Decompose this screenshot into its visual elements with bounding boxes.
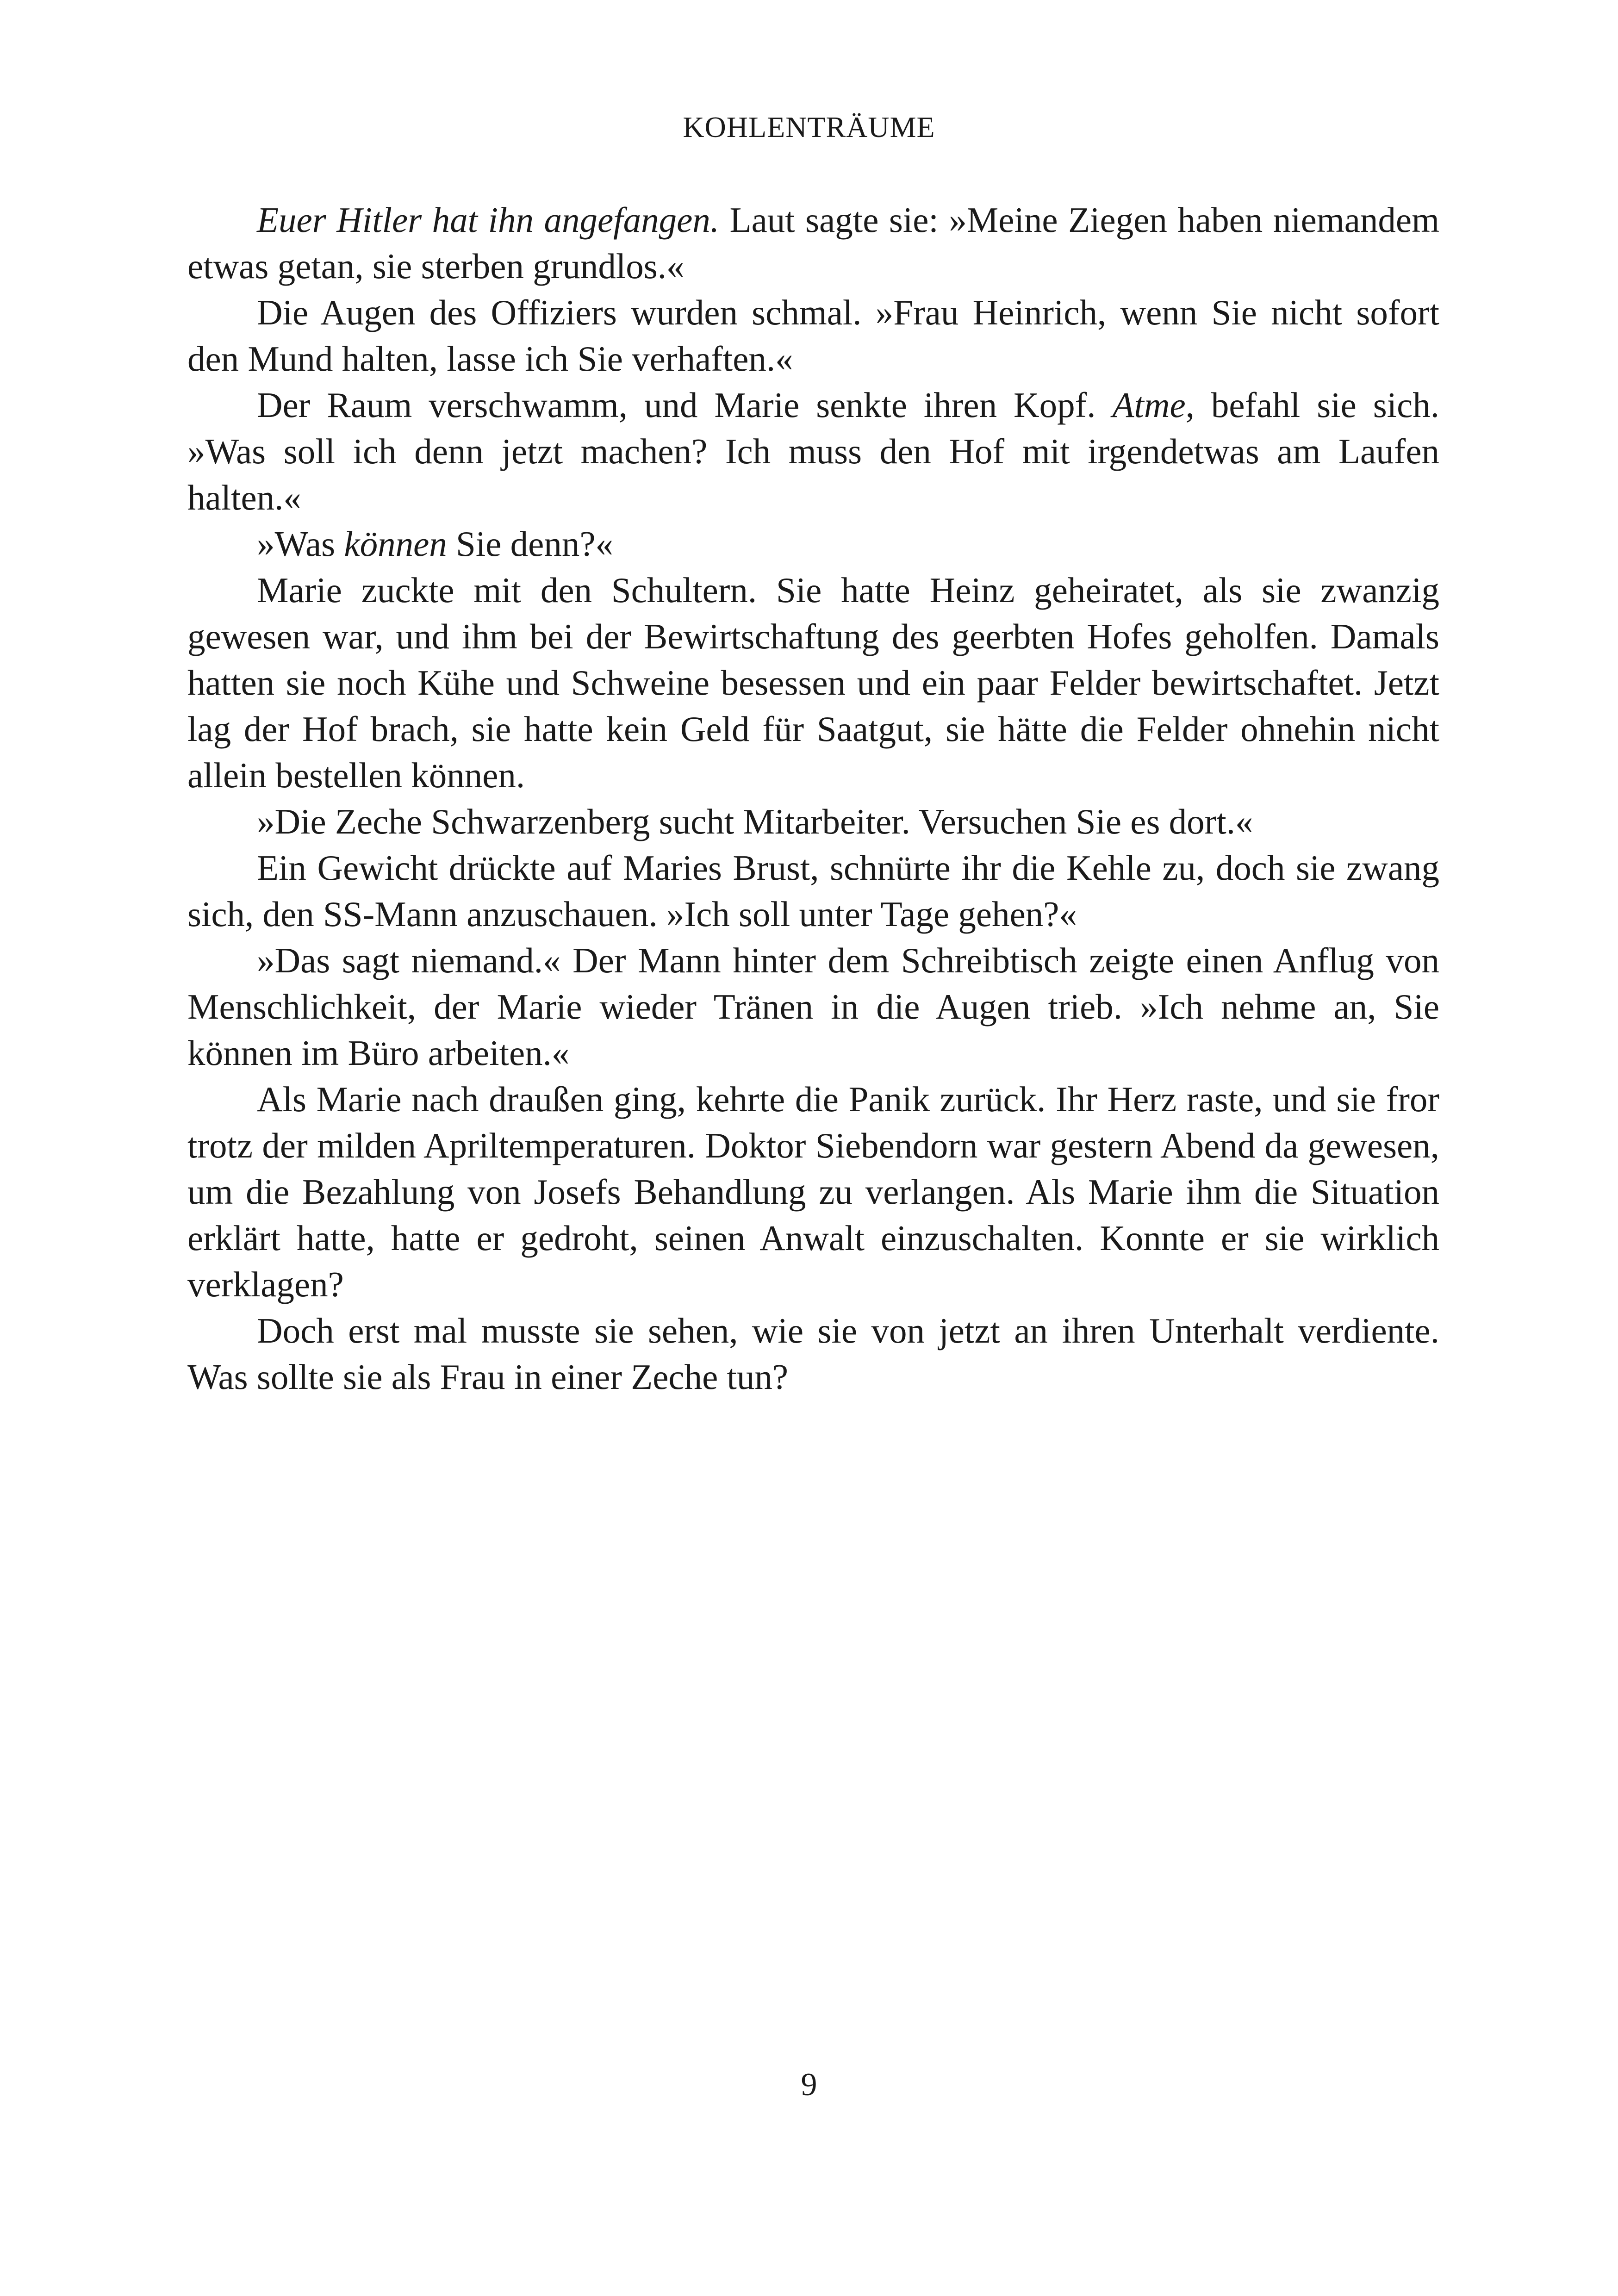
text-segment: Als Marie nach draußen ging, kehrte die Panik zurück. Ihr Herz raste, und sie fror trotz der milden Apriltemperaturen. Doktor Siebendorn war gestern Abend da gewesen, um die Bezahlung von Josefs Behandlung zu verlangen. Als Marie ihm die Situation erklärt hatte, hatte er gedroht, seinen Anwalt einzuschalten. Konnte er sie wirklich verklagen? [187,1079,1439,1304]
page-number: 9 [801,2067,817,2103]
running-title: KOHLENTRÄUME [683,111,935,143]
paragraph [187,197,1439,289]
paragraph [187,289,1439,382]
paragraph [187,798,1439,845]
text-segment: »Was [257,524,344,564]
paragraph [187,567,1439,798]
text-segment: Die Augen des Offiziers wurden schmal. »Frau Heinrich, wenn Sie nicht sofort den Mund halten, lasse ich Sie verhaften.« [187,292,1439,379]
paragraph [187,382,1439,521]
text-segment: Ein Gewicht drückte auf Maries Brust, schnürte ihr die Kehle zu, doch sie zwang sich, den SS-Mann anzuschauen. »Ich soll unter Tage gehen?« [187,848,1439,934]
paragraph [187,845,1439,937]
text-segment: Der Raum verschwamm, und Marie senkte ihren Kopf. [257,385,1113,425]
text-segment: Sie denn?« [447,524,614,564]
text-segment: »Das sagt niemand.« Der Mann hinter dem Schreibtisch zeigte einen Anflug von Menschlichkeit, der Marie wieder Tränen in die Augen trieb. »Ich nehme an, Sie können im Büro arbeiten.« [187,940,1439,1073]
text-segment: Laut sagte sie: »Meine Ziegen haben niemandem etwas getan, sie sterben grundlos.« [187,200,1439,286]
paragraph [187,937,1439,1076]
paragraph [187,1307,1439,1400]
text-segment-italic: können [344,524,447,564]
text-segment: , befahl sie sich. »Was soll ich denn jetzt machen? Ich muss den Hof mit irgendetwas am Laufen halten.« [187,385,1439,517]
paragraph [187,521,1439,567]
text-segment: Doch erst mal musste sie sehen, wie sie von jetzt an ihren Unterhalt verdiente. Was sollte sie als Frau in einer Zeche tun? [187,1311,1439,1397]
paragraph [187,1076,1439,1307]
body-text [187,197,1439,1400]
text-segment: Marie zuckte mit den Schultern. Sie hatte Heinz geheiratet, als sie zwanzig gewesen war, und ihm bei der Bewirtschaftung des geerbten Hofes geholfen. Damals hatten sie noch Kühe und Schweine besessen und ein paar Felder bewirtschaftet. Jetzt lag der Hof brach, sie hatte kein Geld für Saatgut, sie hätte die Felder ohnehin nicht allein bestellen können. [187,570,1439,795]
text-segment-italic: Euer Hitler hat ihn angefangen. [257,200,719,240]
text-segment-italic: Atme [1112,385,1186,425]
text-segment: »Die Zeche Schwarzenberg sucht Mitarbeiter. Versuchen Sie es dort.« [257,802,1253,841]
